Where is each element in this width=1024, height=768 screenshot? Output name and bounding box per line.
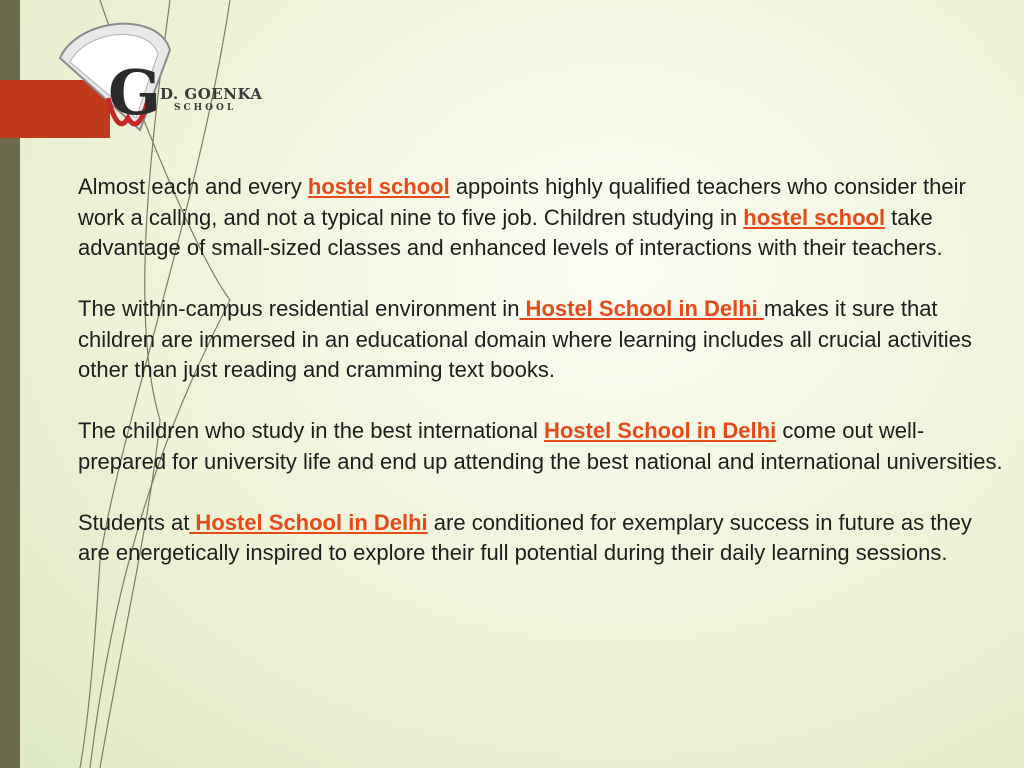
- hostel-school-delhi-link[interactable]: Hostel School in Delhi: [519, 296, 764, 321]
- paragraph-2: [78, 294, 1008, 386]
- paragraph-text: take advantage of small-sized classes and enhanced levels of interactions with their teachers.: [78, 204, 943, 260]
- logo-letter: G: [108, 56, 161, 129]
- paragraph-text: appoints highly qualified teachers who consider their work a calling, and not a typical nine to five job. Children studying in: [78, 174, 966, 230]
- hostel-school-link[interactable]: hostel school: [743, 204, 886, 230]
- paragraph-4: [78, 508, 1008, 569]
- paragraph-text: are conditioned for exemplary success in future as they are energetically inspired to explore their full potential during their daily learning sessions.: [78, 509, 972, 565]
- logo-name: D. GOENKA: [160, 85, 263, 103]
- paragraph-text: Almost each and every: [78, 174, 308, 199]
- hostel-school-delhi-link[interactable]: Hostel School in Delhi: [189, 509, 428, 535]
- paragraph-text: come out well-prepared for university life and end up attending the best national and international universities.: [78, 418, 1003, 474]
- paragraph-text: Students at: [78, 509, 190, 535]
- hostel-school-delhi-link[interactable]: Hostel School in Delhi: [543, 418, 777, 443]
- hostel-school-link[interactable]: hostel school: [307, 174, 450, 199]
- main-content: [78, 172, 1008, 599]
- school-logo: [48, 10, 263, 145]
- logo-subtitle: SCHOOL: [174, 103, 237, 113]
- paragraph-3: [78, 416, 1008, 477]
- paragraph-text: makes it sure that children are immersed in an educational domain where learning includes all crucial activities other than just reading and cramming text books.: [78, 296, 972, 382]
- paragraph-1: [78, 172, 1008, 264]
- logo-text: [160, 86, 263, 113]
- paragraph-text: The children who study in the best international: [78, 418, 544, 443]
- paragraph-text: The within-campus residential environment in: [78, 296, 520, 321]
